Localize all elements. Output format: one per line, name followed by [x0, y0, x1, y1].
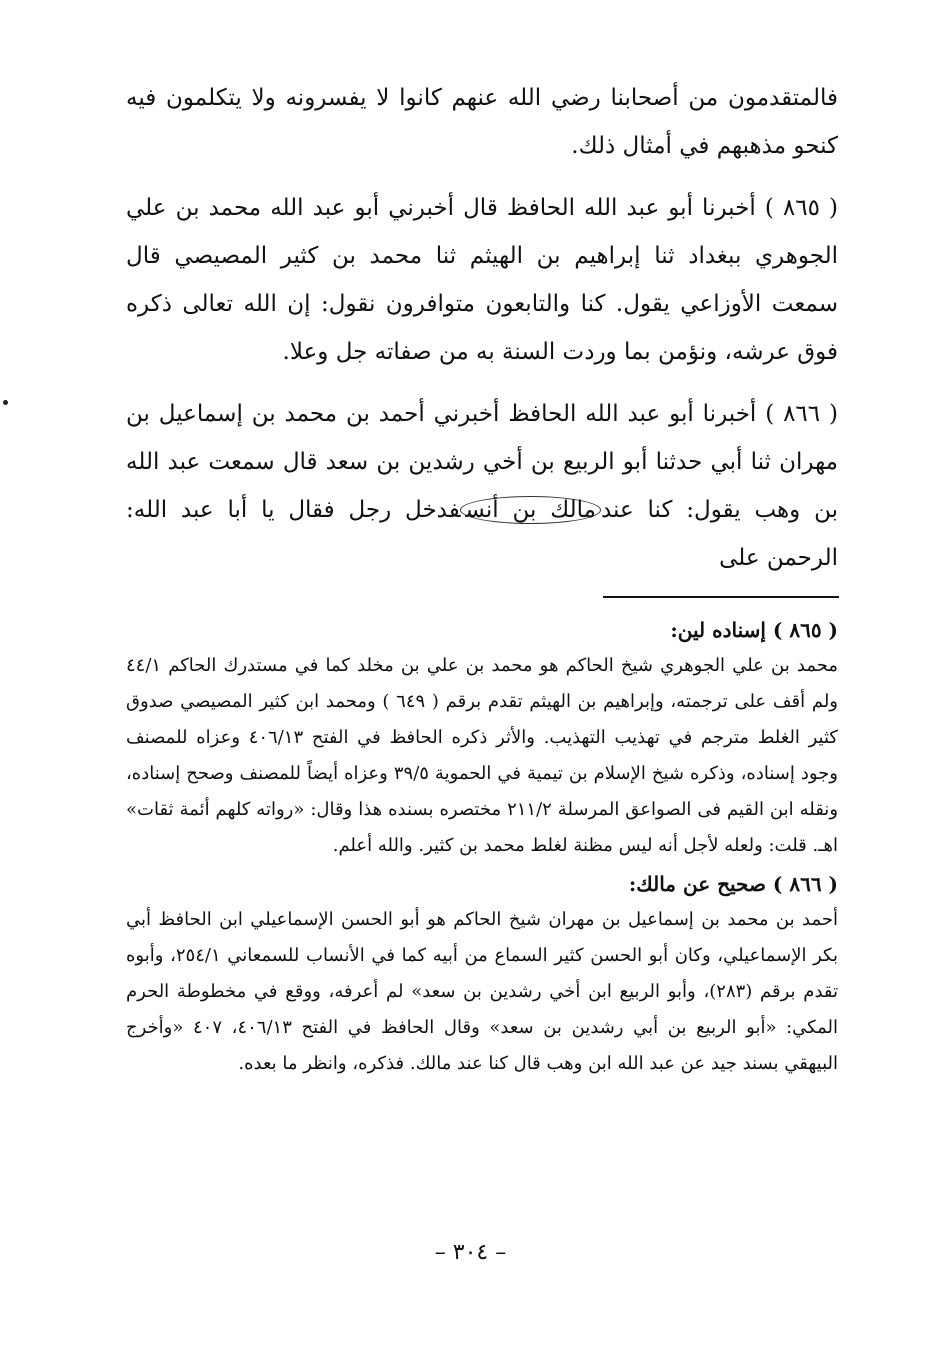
paragraph-intro-text: فالمتقدمون من أصحابنا رضي الله عنهم كانوا لا يفسرونه ولا يتكلمون فيه كنحو مذهبهم في أمثال ذلك. — [126, 85, 838, 159]
hadith-number-865: ( ٨٦٥ ) — [764, 195, 838, 221]
hadith-number-866: ( ٨٦٦ ) — [765, 401, 838, 427]
paragraph-865 — [126, 184, 838, 376]
footnotes — [126, 612, 838, 1082]
main-text — [126, 74, 838, 582]
paragraph-865-text: أخبرنا أبو عبد الله الحافظ قال أخبرني أبو عبد الله محمد بن علي الجوهري ببغداد ثنا إبراهيم بن الهيثم ثنا محمد بن كثير المصيصي قال سمعت الأوزاعي يقول. كنا والتابعون متوافرون نقول: إن الله تعالى ذكره فوق عرشه، ونؤمن بما وردت السنة به من صفاته جل وعلا. — [126, 195, 838, 365]
circled-name: مالك بن أنس — [460, 496, 601, 524]
paragraph-intro — [126, 74, 838, 170]
page-number: – ٣٠٤ – — [434, 1240, 507, 1265]
footnote-866-heading: ( ٨٦٦ ) صحيح عن مالك: — [628, 872, 838, 896]
paragraph-866-text-before: أخبرنا أبو عبد الله الحافظ أخبرني أحمد بن محمد بن إسماعيل بن مهران ثنا أبي حدثنا أبو الربيع بن أخي رشدين بن سعد قال سمعت عبد الله بن وهب يقول: كنا عند — [126, 401, 838, 523]
footnote-866-body: أحمد بن محمد بن إسماعيل بن مهران شيخ الحاكم هو أبو الحسن الإسماعيلي ابن الحافظ أبي بكر الإسماعيلي، وكان أبو الحسن كثير السماع من أبيه كما في الأنساب للسمعاني ٢٥٤/١، وأبوه تقدم برقم (٢٨٣)، وأبو الربيع ابن أخي رشدين بن سعد» لم أعرفه، ووقع في مخطوطة الحرم المكي: «أبو الربيع بن أبي رشدين بن سعد» وقال الحافظ في الفتح ٤٠٦/١٣، ٤٠٧ «وأخرج البيهقي بسند جيد عن عبد الله ابن وهب قال كنا عند مالك. فذكره، وانظر ما بعده. — [126, 909, 839, 1074]
margin-dot — [3, 400, 8, 405]
paragraph-866-text-after: فدخل رجل فقال يا أبا عبد الله: الرحمن على — [126, 497, 838, 571]
footnote-865-heading: ( ٨٦٥ ) إسناده لين: — [670, 618, 838, 642]
paragraph-866 — [126, 390, 838, 582]
footnote-divider — [603, 596, 839, 598]
footnote-865-body: محمد بن علي الجوهري شيخ الحاكم هو محمد بن علي بن مخلد كما في مستدرك الحاكم ٤٤/١ ولم أقف على ترجمته، وإبراهيم بن الهيثم تقدم برقم ( ٦٤٩ ) ومحمد ابن كثير المصيصي صدوق كثير الغلط مترجم في تهذيب التهذيب. والأثر ذكره الحافظ في الفتح ٤٠٦/١٣ وعزاه للمصنف وجود إسناده، وذكره شيخ الإسلام بن تيمية في الحموية ٣٩/٥ وعزاه أيضاً للمصنف وصحح إسناده، ونقله ابن القيم فى الصواعق المرسلة ٢١١/٢ مختصره بسنده هذا وقال: «رواته كلهم أئمة ثقات» اهـ. قلت: ولعله لأجل أنه ليس مظنة لغلط محمد بن كثير. والله أعلم. — [126, 655, 839, 856]
